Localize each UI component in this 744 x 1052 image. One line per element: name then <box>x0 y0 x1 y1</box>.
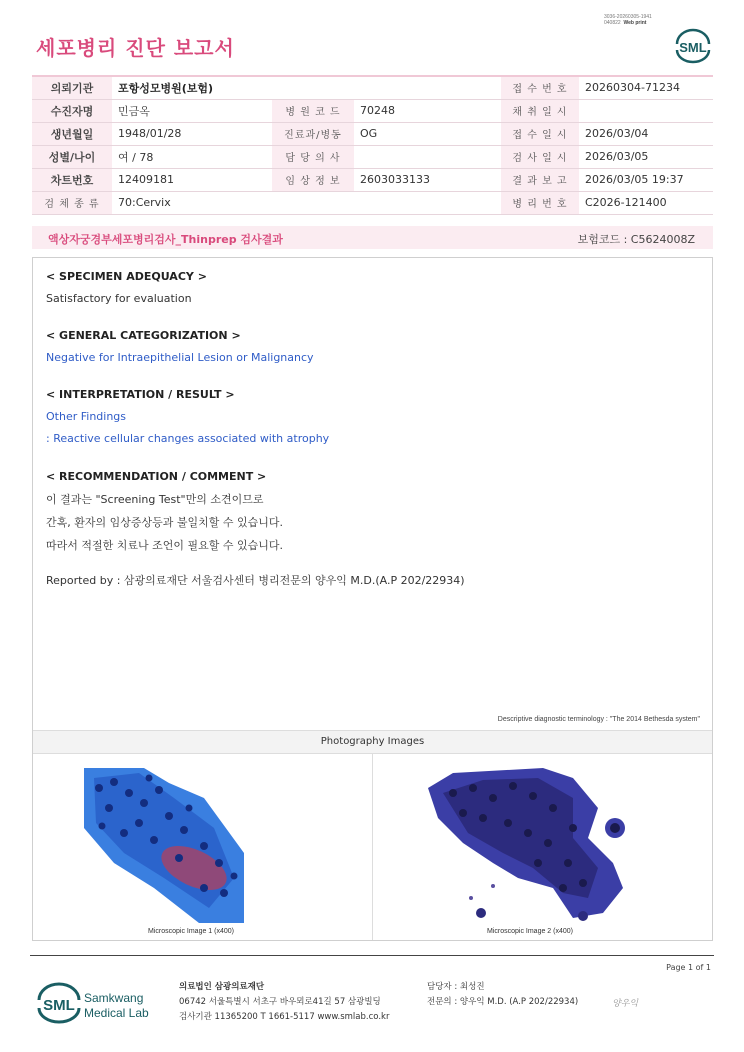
label-collection-date: 채 취 일 시 <box>501 99 579 122</box>
staff-specialist: 전문의 : 양우익 M.D. (A.P 202/22934) <box>427 997 579 1007</box>
label-patient-name: 수진자명 <box>32 99 112 122</box>
org-name: 의료법인 삼광의료재단 <box>179 982 265 992</box>
value-pathology-no: C2026-121400 <box>579 191 713 214</box>
org-contact: 검사기관 11365200 T 1661-5117 www.smlab.co.kr <box>179 1012 390 1022</box>
insurance-code: 보험코드 : C5624008Z <box>577 233 695 246</box>
value-requester: 포항성모병원(보험) <box>112 76 501 99</box>
section-adequacy <box>46 266 207 310</box>
interpretation-heading: < INTERPRETATION / RESULT > <box>46 388 235 401</box>
samkwang-logo <box>36 980 156 1026</box>
recommendation-line-2: 간혹, 환자의 임상증상등과 불일치할 수 있습니다. <box>46 516 283 529</box>
print-code-1: 3036-20260305-1941 <box>604 14 652 20</box>
label-report-date: 결 과 보 고 <box>501 168 579 191</box>
logo-text: SML <box>679 40 707 55</box>
label-department: 진료과/병동 <box>272 122 354 145</box>
print-mode: Web print <box>623 20 647 26</box>
category-heading: < GENERAL CATEGORIZATION > <box>46 329 241 342</box>
value-collection-date <box>579 99 713 122</box>
footer-divider <box>30 955 714 956</box>
page-title: 세포병리 진단 보고서 <box>36 36 235 60</box>
section-category <box>46 325 314 369</box>
logo-sml-text: SML <box>43 997 75 1014</box>
category-text: Negative for Intraepithelial Lesion or Malignancy <box>46 351 314 364</box>
value-patient-name: 민금옥 <box>112 99 272 122</box>
value-report-date: 2026/03/05 19:37 <box>579 168 713 191</box>
print-code-2: 040822 <box>604 20 621 26</box>
photo-divider <box>372 754 373 940</box>
microscopic-image-1 <box>84 768 244 923</box>
test-header-bar <box>32 226 713 249</box>
page-number: Page 1 of 1 <box>666 963 711 972</box>
value-department: OG <box>354 122 501 145</box>
label-receipt-date: 접 수 일 시 <box>501 122 579 145</box>
info-row <box>32 191 713 214</box>
reported-by: Reported by : 삼광의료재단 서울검사센터 병리전문의 양우익 M.D.(A.P 202/22934) <box>46 574 465 587</box>
logo-name-line-2: Medical Lab <box>84 1006 149 1020</box>
section-recommendation <box>46 466 283 557</box>
patient-info-table <box>32 75 713 215</box>
logo-name-line-1: Samkwang <box>84 991 144 1005</box>
test-name: 액상자궁경부세포병리검사_Thinprep 검사결과 <box>48 233 283 246</box>
organization-info <box>179 980 389 1025</box>
label-pathology-no: 병 리 번 호 <box>501 191 579 214</box>
interpretation-line-1: Other Findings <box>46 410 127 423</box>
value-receipt-date: 2026/03/04 <box>579 122 713 145</box>
label-hospital-code: 병 원 코 드 <box>272 99 354 122</box>
microscopic-image-2 <box>423 768 639 923</box>
label-birth-date: 생년월일 <box>32 122 112 145</box>
recommendation-line-3: 따라서 적절한 치료나 조언이 필요할 수 있습니다. <box>46 539 283 552</box>
org-address: 06742 서울특별시 서초구 바우뫼로41길 57 삼광빌딩 <box>179 997 381 1007</box>
report-box <box>32 257 713 941</box>
value-doctor <box>354 145 501 168</box>
caption-image-1: Microscopic Image 1 (x400) <box>148 928 234 935</box>
staff-in-charge: 담당자 : 최성진 <box>427 982 485 992</box>
value-receipt-no: 20260304-71234 <box>579 76 713 99</box>
label-receipt-no: 접 수 번 호 <box>501 76 579 99</box>
value-sex-age: 여 / 78 <box>112 145 272 168</box>
value-specimen-type: 70:Cervix <box>112 191 501 214</box>
signature: 양우익 <box>612 999 639 1009</box>
staff-info <box>427 980 578 1010</box>
label-specimen-type: 검 체 종 류 <box>32 191 112 214</box>
info-row <box>32 168 713 191</box>
label-clinical-info: 임 상 정 보 <box>272 168 354 191</box>
value-chart-no: 12409181 <box>112 168 272 191</box>
value-hospital-code: 70248 <box>354 99 501 122</box>
interpretation-line-2: : Reactive cellular changes associated with atrophy <box>46 432 330 445</box>
label-requester: 의뢰기관 <box>32 76 112 99</box>
terminology-note: Descriptive diagnostic terminology : "The 2014 Bethesda system" <box>497 716 700 723</box>
info-row <box>32 145 713 168</box>
info-row <box>32 99 713 122</box>
print-meta <box>604 14 652 26</box>
label-doctor: 담 당 의 사 <box>272 145 354 168</box>
sml-logo-top <box>673 28 713 64</box>
label-chart-no: 차트번호 <box>32 168 112 191</box>
info-row <box>32 122 713 145</box>
recommendation-heading: < RECOMMENDATION / COMMENT > <box>46 470 267 483</box>
adequacy-text: Satisfactory for evaluation <box>46 292 192 305</box>
section-interpretation <box>46 384 329 450</box>
photography-header: Photography Images <box>33 730 712 754</box>
label-sex-age: 성별/나이 <box>32 145 112 168</box>
value-clinical-info: 2603033133 <box>354 168 501 191</box>
recommendation-line-1: 이 결과는 "Screening Test"만의 소견이므로 <box>46 493 264 506</box>
label-test-date: 검 사 일 시 <box>501 145 579 168</box>
caption-image-2: Microscopic Image 2 (x400) <box>487 928 573 935</box>
info-row <box>32 76 713 99</box>
value-test-date: 2026/03/05 <box>579 145 713 168</box>
value-birth-date: 1948/01/28 <box>112 122 272 145</box>
adequacy-heading: < SPECIMEN ADEQUACY > <box>46 270 207 283</box>
